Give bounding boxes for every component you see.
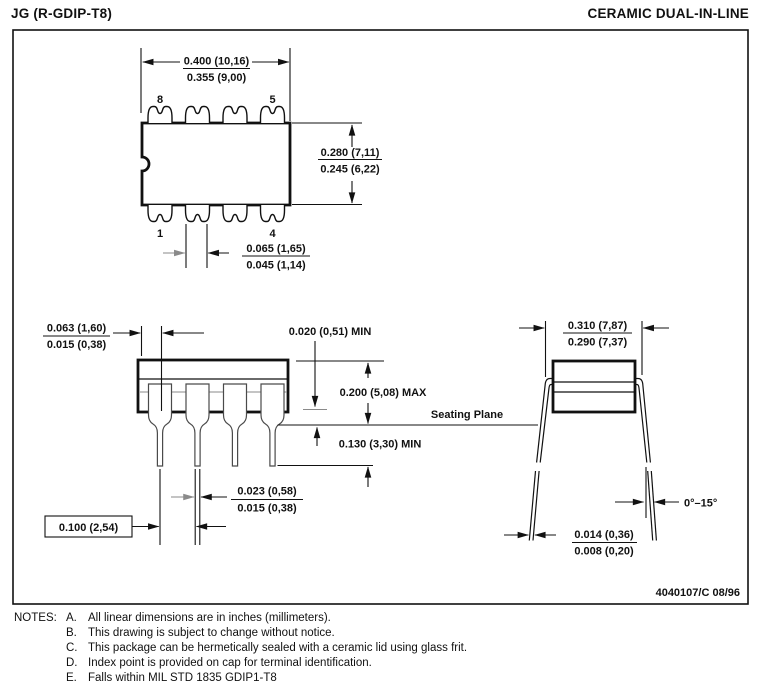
- notes-heading: NOTES:: [14, 612, 57, 624]
- dim-body-width-min: 0.245 (6,22): [320, 163, 380, 176]
- lead-edge: [635, 385, 647, 463]
- note-id: C.: [66, 642, 78, 654]
- dim-lead-width-max: 0.023 (0,58): [237, 485, 297, 498]
- dim-pitch: 0.100 (2,54): [58, 522, 119, 534]
- note-item: [66, 656, 467, 671]
- top-view: [141, 48, 382, 272]
- page-title: JG (R-GDIP-T8): [11, 6, 113, 21]
- note-text: Falls within MIL STD 1835 GDIP1-T8: [88, 672, 277, 684]
- pin-tabs-bottom-row: [148, 205, 285, 222]
- document-number: 4040107/C 08/96: [655, 587, 740, 599]
- pin-number-8: 8: [156, 94, 164, 106]
- pin-tab: [148, 107, 172, 124]
- dim-body-length-min: 0.355 (9,00): [186, 72, 247, 84]
- dim-pin-tab-width-min: 0.045 (1,14): [246, 259, 306, 272]
- note-item: [66, 671, 467, 686]
- lead: [224, 384, 247, 466]
- lead-edge: [529, 471, 535, 541]
- note-id: D.: [66, 657, 78, 669]
- pin-number-5: 5: [269, 94, 276, 106]
- end-view: [504, 320, 717, 558]
- pin-tab: [223, 205, 247, 222]
- seating-plane-label: Seating Plane: [430, 409, 504, 421]
- note-item: [66, 626, 467, 641]
- dim-row-span-min: 0.290 (7,37): [567, 336, 628, 349]
- pin-tabs-top-row: [148, 107, 285, 124]
- note-text: Index point is provided on cap for terminal identification.: [88, 657, 372, 669]
- dim-body-width-max: 0.280 (7,11): [320, 147, 380, 159]
- package-type-title: CERAMIC DUAL-IN-LINE: [587, 6, 749, 21]
- lead-edge: [540, 385, 553, 463]
- note-text: This package can be hermetically sealed with a ceramic lid using glass frit.: [88, 642, 468, 654]
- notes-section: [14, 611, 467, 686]
- note-id: A.: [66, 612, 77, 624]
- dim-shoulder-width-max: 0.063 (1,60): [46, 322, 107, 335]
- lead-angle-label: 0°–15°: [684, 497, 718, 510]
- dim-lead-thickness-min: 0.008 (0,20): [574, 545, 634, 558]
- pin-tab: [186, 205, 210, 222]
- pin-tab: [261, 107, 285, 124]
- lead-edge: [533, 471, 539, 541]
- package-body-end-view: [553, 361, 635, 412]
- package-body-top-view: [142, 123, 290, 205]
- side-view: [43, 323, 538, 546]
- dim-row-span-max: 0.310 (7,87): [567, 320, 628, 332]
- dim-pin-tab-width-max: 0.065 (1,65): [246, 243, 306, 255]
- note-text: All linear dimensions are in inches (millimeters).: [88, 612, 331, 624]
- pin-tab: [223, 107, 247, 124]
- note-id: B.: [66, 627, 77, 639]
- pin-tab: [186, 107, 210, 124]
- pin-number-1: 1: [156, 228, 164, 240]
- pin-number-4: 4: [269, 228, 276, 240]
- pin-tab: [261, 205, 285, 222]
- note-item: [66, 641, 467, 656]
- dim-body-length-max: 0.400 (10,16): [183, 55, 250, 68]
- dim-body-height: 0.200 (5,08) MAX: [339, 387, 427, 399]
- pin-tab: [148, 205, 172, 222]
- lead: [186, 384, 209, 466]
- dim-shoulder-width-min: 0.015 (0,38): [46, 339, 107, 351]
- note-id: E.: [66, 672, 77, 684]
- note-item: [66, 611, 467, 626]
- dim-lead-width-min: 0.015 (0,38): [237, 502, 297, 515]
- lead: [149, 384, 172, 466]
- notes-list: [66, 611, 467, 686]
- note-text: This drawing is subject to change without notice.: [88, 627, 335, 639]
- dim-lead-thickness-max: 0.014 (0,36): [574, 529, 634, 541]
- dim-standoff: 0.020 (0,51) MIN: [288, 326, 372, 338]
- dim-lead-length: 0.130 (3,30) MIN: [338, 438, 422, 451]
